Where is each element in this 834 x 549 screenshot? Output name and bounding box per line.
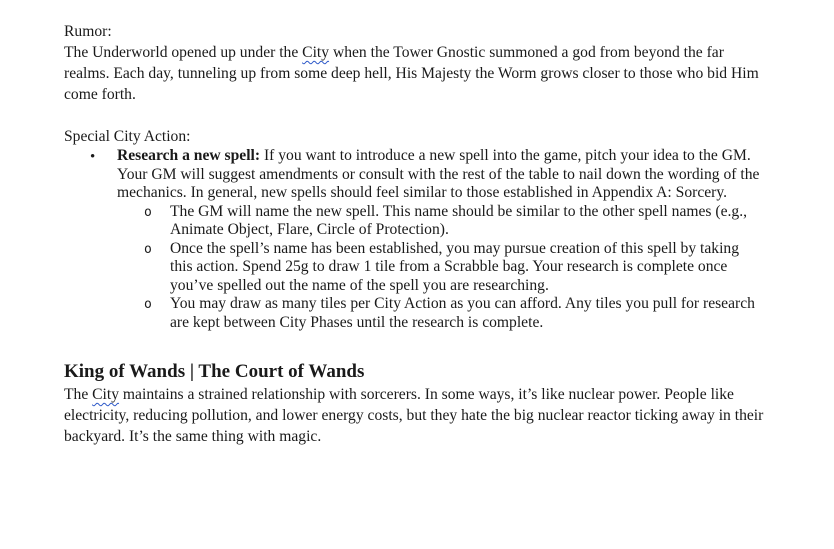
section-text-after: maintains a strained relationship with sorcerers. In some ways, it’s like nuclear power. People like electricity, reducing pollution, and lower energy costs, but they hate the big nuclear reactor ticking away in their backyard. It’s the same thing with magic. xyxy=(64,386,764,445)
research-spell-title: Research a new spell: xyxy=(117,147,261,164)
sub-bullet-icon: o xyxy=(144,204,152,220)
sub-list-item xyxy=(144,239,764,296)
bullet-icon: • xyxy=(90,149,96,165)
research-spell-text xyxy=(117,147,764,203)
rumor-text-before: The Underworld opened up under the xyxy=(64,44,303,61)
sub-list-item xyxy=(144,295,764,332)
spellcheck-flagged-word[interactable]: City xyxy=(302,44,330,61)
special-action-label: Special City Action: xyxy=(64,128,191,145)
sub-item-text: You may draw as many tiles per City Action as you can afford. Any tiles you pull for research are kept between City Phases until the research is complete. xyxy=(170,295,755,331)
rumor-text-after: when the Tower Gnostic summoned a god from beyond the far realms. Each day, tunneling up from some deep hell, His Majesty the Worm grows closer to those who bid Him come forth. xyxy=(64,44,759,103)
spellcheck-flagged-word[interactable]: City xyxy=(92,386,120,403)
sub-list-item xyxy=(144,202,764,240)
research-spell-body: If you want to introduce a new spell into the game, pitch your idea to the GM. Your GM will suggest amendments or consult with the rest of the table to nail down the wording of the mechanics. In general, new spells should feel similar to those established in Appendix A: Sorcery. xyxy=(117,147,760,201)
section-text-before: The xyxy=(64,386,93,403)
section-spacer xyxy=(64,332,764,356)
paragraph-spacer xyxy=(64,105,764,126)
sub-bullet-icon: o xyxy=(144,297,152,312)
section-heading: King of Wands | The Court of Wands xyxy=(64,361,365,382)
rumor-label: Rumor: xyxy=(64,23,112,40)
sub-bullet-icon: o xyxy=(144,241,152,257)
research-sub-list xyxy=(117,203,764,333)
section-paragraph xyxy=(64,384,764,447)
special-action-list xyxy=(64,147,764,332)
document-page xyxy=(64,21,764,447)
list-item xyxy=(90,147,764,332)
sub-item-text: The GM will name the new spell. This name should be similar to the other spell names (e.g., Animate Object, Flare, Circle of Protection). xyxy=(170,202,747,238)
sub-item-text: Once the spell’s name has been established, you may pursue creation of this spell by taking this action. Spend 25g to draw 1 tile from a Scrabble bag. Your research is complete once you’ve spelled out the name of the spell you are researching. xyxy=(170,239,740,294)
rumor-paragraph xyxy=(64,42,764,105)
